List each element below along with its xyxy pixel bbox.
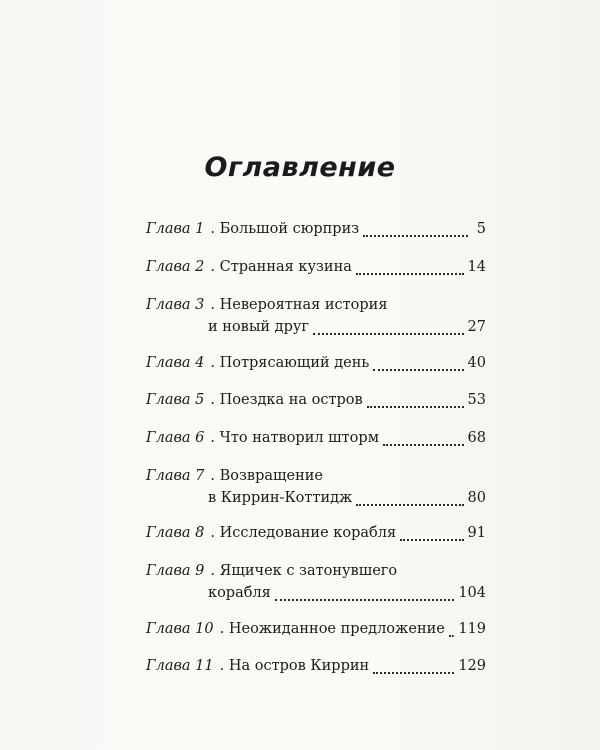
chapter-title: Ящичек с затонувшего	[219, 563, 398, 579]
toc-entry-9[interactable]: Глава 9 . Ящичек с затонувшего корабля 104	[146, 563, 486, 601]
dot-leader	[313, 323, 464, 335]
page-number: 80	[467, 490, 486, 506]
toc-entry-6[interactable]: Глава 6 . Что натворил шторм 68	[146, 430, 486, 446]
toc-entry-8[interactable]: Глава 8 . Исследование корабля 91	[146, 525, 486, 541]
page-number: 91	[467, 525, 486, 541]
page-number: 68	[467, 430, 486, 446]
chapter-label: Глава 7	[146, 468, 205, 484]
dot-leader	[356, 263, 464, 275]
toc-entry-1[interactable]: Глава 1 . Большой сюрприз 5	[146, 221, 486, 237]
chapter-title: Странная кузина	[219, 259, 352, 275]
chapter-title-continued: корабля	[208, 585, 271, 601]
chapter-title: Исследование корабля	[219, 525, 397, 541]
page-number: 5	[476, 221, 486, 237]
chapter-label: Глава 5	[146, 392, 205, 408]
toc-entry-7[interactable]: Глава 7 . Возвращение в Киррин-Коттидж 80	[146, 468, 486, 506]
dot-leader	[449, 625, 454, 637]
dot-leader	[363, 225, 468, 237]
chapter-title: Что натворил шторм	[219, 430, 379, 446]
page-number: 14	[467, 259, 486, 275]
toc-entry-2[interactable]: Глава 2 . Странная кузина 14	[146, 259, 486, 275]
dot-leader	[373, 359, 463, 371]
chapter-label: Глава 11	[146, 658, 214, 674]
page-number: 40	[467, 355, 486, 371]
toc-entry-10[interactable]: Глава 10 . Неожиданное предложение 119	[146, 621, 486, 637]
chapter-title: На остров Киррин	[228, 658, 370, 674]
chapter-title: Возвращение	[219, 468, 323, 484]
page-number: 129	[458, 658, 486, 674]
chapter-label: Глава 9	[146, 563, 205, 579]
dot-leader	[367, 396, 464, 408]
chapter-label: Глава 8	[146, 525, 205, 541]
chapter-label: Глава 2	[146, 259, 205, 275]
chapter-title: Большой сюрприз	[219, 221, 360, 237]
toc-entry-4[interactable]: Глава 4 . Потрясающий день 40	[146, 355, 486, 371]
page-number: 104	[458, 585, 486, 601]
dot-leader	[373, 662, 454, 674]
chapter-label: Глава 10	[146, 621, 214, 637]
toc-entry-11[interactable]: Глава 11 . На остров Киррин 129	[146, 658, 486, 674]
dot-leader	[400, 529, 463, 541]
dot-leader	[356, 494, 463, 506]
dot-leader	[383, 434, 464, 446]
chapter-title: Невероятная история	[219, 297, 388, 313]
dot-leader	[275, 589, 455, 601]
page-number: 119	[458, 621, 486, 637]
chapter-title: Неожиданное предложение	[228, 621, 445, 637]
page-number: 27	[467, 319, 486, 335]
toc-entry-3[interactable]: Глава 3 . Невероятная история и новый друг 27	[146, 297, 486, 335]
chapter-label: Глава 1	[146, 221, 205, 237]
page-title: Оглавление	[204, 152, 396, 183]
chapter-label: Глава 6	[146, 430, 205, 446]
toc-entry-5[interactable]: Глава 5 . Поездка на остров 53	[146, 392, 486, 408]
chapter-title-continued: и новый друг	[208, 319, 309, 335]
chapter-label: Глава 3	[146, 297, 205, 313]
chapter-title: Поездка на остров	[219, 392, 363, 408]
chapter-title-continued: в Киррин-Коттидж	[208, 490, 353, 506]
chapter-label: Глава 4	[146, 355, 205, 371]
chapter-title: Потрясающий день	[219, 355, 370, 371]
page-number: 53	[467, 392, 486, 408]
